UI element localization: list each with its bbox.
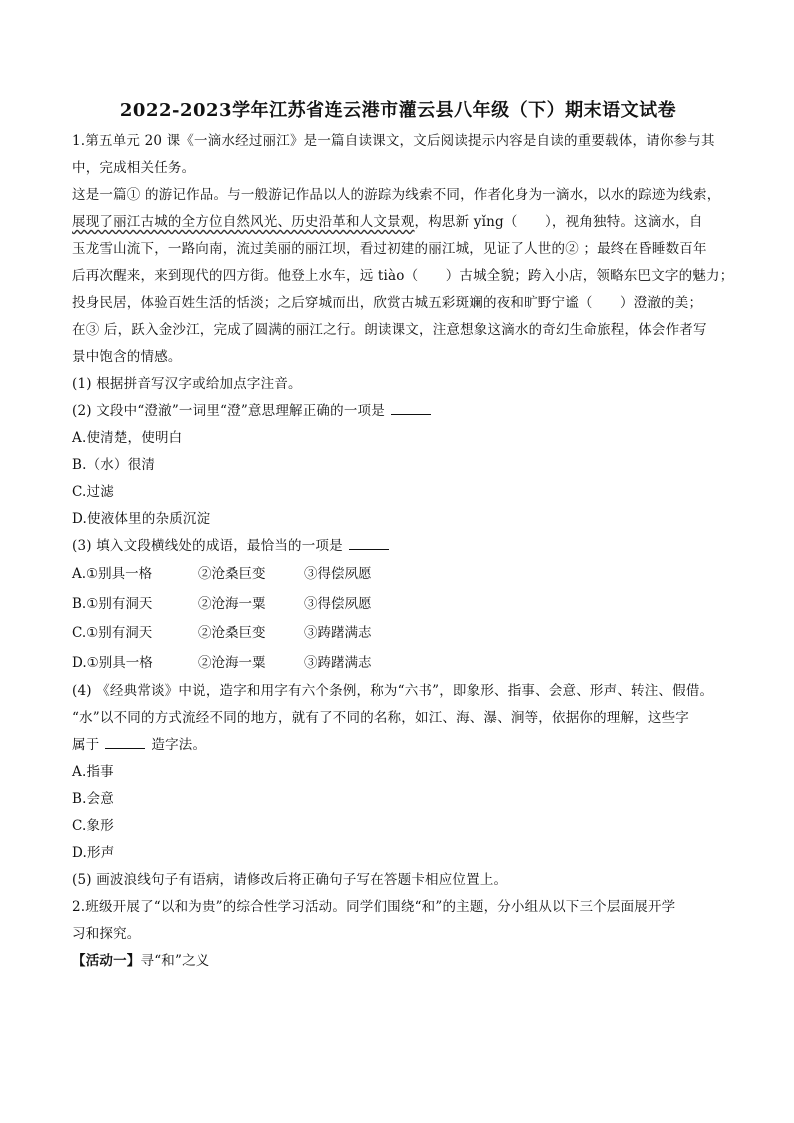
sub-question-5: (5) 画波浪线句子有语病，请修改后将正确句子写在答题卡相应位置上。 bbox=[72, 872, 508, 888]
sub-question-4-prefix: 属于 bbox=[72, 737, 100, 753]
idiom-option-3: ③踌躇满志 bbox=[304, 625, 372, 641]
idiom-option-1: D.①别具一格 bbox=[72, 654, 153, 671]
idiom-option-row bbox=[72, 590, 724, 620]
q2-intro-line-2: 习和探究。 bbox=[72, 926, 141, 942]
passage-line-7: 景中饱含的情感。 bbox=[72, 349, 182, 365]
activity-1-bracket: 【活动一】 bbox=[72, 953, 141, 969]
idiom-option-2: ②沧桑巨变 bbox=[198, 625, 266, 641]
activity-1-text: 寻“和”之义 bbox=[140, 953, 210, 969]
wavy-sentence: 展现了丽江古城的全方位自然风光、历史沿革和人文景观 bbox=[72, 214, 415, 230]
passage-line-2 bbox=[72, 209, 724, 236]
option-item: B.（水）很清 bbox=[72, 457, 156, 473]
idiom-option-row bbox=[72, 560, 724, 590]
idiom-option-row bbox=[72, 649, 724, 679]
answer-blank[interactable] bbox=[349, 535, 389, 550]
page-title: 2022-2023学年江苏省连云港市灌云县八年级（下）期末语文试卷 bbox=[119, 100, 677, 121]
idiom-option-row bbox=[72, 619, 724, 649]
passage-line-2-rest: ，构思新 yǐng（ ），视角独特。这滴水，自 bbox=[414, 214, 703, 230]
option-item: C.过滤 bbox=[72, 484, 114, 500]
idiom-option-3: ③得偿夙愿 bbox=[304, 566, 372, 582]
option-item: D.形声 bbox=[72, 845, 115, 861]
idiom-option-2: ②沧海一粟 bbox=[198, 654, 266, 671]
activity-1-heading bbox=[72, 948, 724, 975]
sub-question-3-text: (3) 填入文段横线处的成语，最恰当的一项是 bbox=[72, 538, 343, 554]
q1-intro-line-1: 1.第五单元 20 课《一滴水经过丽江》是一篇自读课文，文后阅读提示内容是自读的重要载体，请你参与其 bbox=[72, 133, 715, 149]
option-item: B.会意 bbox=[72, 791, 115, 807]
sub-question-4-line-3 bbox=[72, 732, 724, 759]
sub-question-4-suffix: 造字法。 bbox=[151, 737, 207, 753]
option-item: D.使液体里的杂质沉淀 bbox=[72, 511, 211, 527]
q2-intro-line-1: 2.班级开展了“以和为贵”的综合性学习活动。同学们围绕“和”的主题，分小组从以下三个层面展开学 bbox=[72, 899, 676, 915]
option-item: A.使清楚，使明白 bbox=[72, 430, 183, 446]
passage-line-5: 投身民居，体验百姓生活的恬淡；之后穿城而出，欣赏古城五彩斑斓的夜和旷野宁谧（ ）澄澈的美； bbox=[72, 295, 703, 311]
passage-line-1: 这是一篇① 的游记作品。与一般游记作品以人的游踪为线索不同，作者化身为一滴水，以水的踪迹为线索， bbox=[72, 187, 721, 203]
idiom-option-3: ③得偿夙愿 bbox=[304, 595, 372, 612]
idiom-option-2: ②沧海一粟 bbox=[198, 595, 266, 612]
option-item: C.象形 bbox=[72, 818, 114, 834]
idiom-option-3: ③踌躇满志 bbox=[304, 654, 372, 671]
sub-question-1: (1) 根据拼音写汉字或给加点字注音。 bbox=[72, 376, 302, 392]
idiom-option-1: A.①别具一格 bbox=[72, 566, 153, 582]
sub-question-4-line-1: (4) 《经典常谈》中说，造字和用字有六个条例，称为“六书”，即象形、指事、会意、形声、转注、假借。 bbox=[72, 683, 714, 699]
idiom-option-1: C.①别有洞天 bbox=[72, 625, 153, 641]
idiom-option-2: ②沧桑巨变 bbox=[198, 566, 266, 582]
passage-line-4: 后再次醒来，来到现代的四方街。他登上水车，远 tiào（ ）古城全貌；跨入小店，领略东巴文字的魅力； bbox=[72, 268, 734, 284]
answer-blank[interactable] bbox=[105, 734, 145, 749]
q1-intro-line-2: 中，完成相关任务。 bbox=[72, 160, 196, 176]
answer-blank[interactable] bbox=[391, 400, 431, 415]
passage-line-6: 在③ 后，跃入金沙江，完成了圆满的丽江之行。朗读课文，注意想象这滴水的奇幻生命旅程，体会作者写 bbox=[72, 322, 707, 338]
idiom-option-1: B.①别有洞天 bbox=[72, 595, 153, 612]
option-item: A.指事 bbox=[72, 764, 114, 780]
sub-question-2-text: (2) 文段中“澄澈”一词里“澄”意思理解正确的一项是 bbox=[72, 403, 385, 419]
sub-question-4-line-2: “水”以不同的方式流经不同的地方，就有了不同的名称，如江、海、瀑、涧等，依据你的理解，这些字 bbox=[72, 710, 690, 726]
sub-question-2 bbox=[72, 398, 724, 425]
passage-line-3: 玉龙雪山流下，一路向南，流过美丽的丽江坝，看过初建的丽江城，见证了人世的② ；最终在昏睡数百年 bbox=[72, 241, 707, 257]
sub-question-3 bbox=[72, 533, 724, 560]
exam-page bbox=[72, 96, 734, 975]
